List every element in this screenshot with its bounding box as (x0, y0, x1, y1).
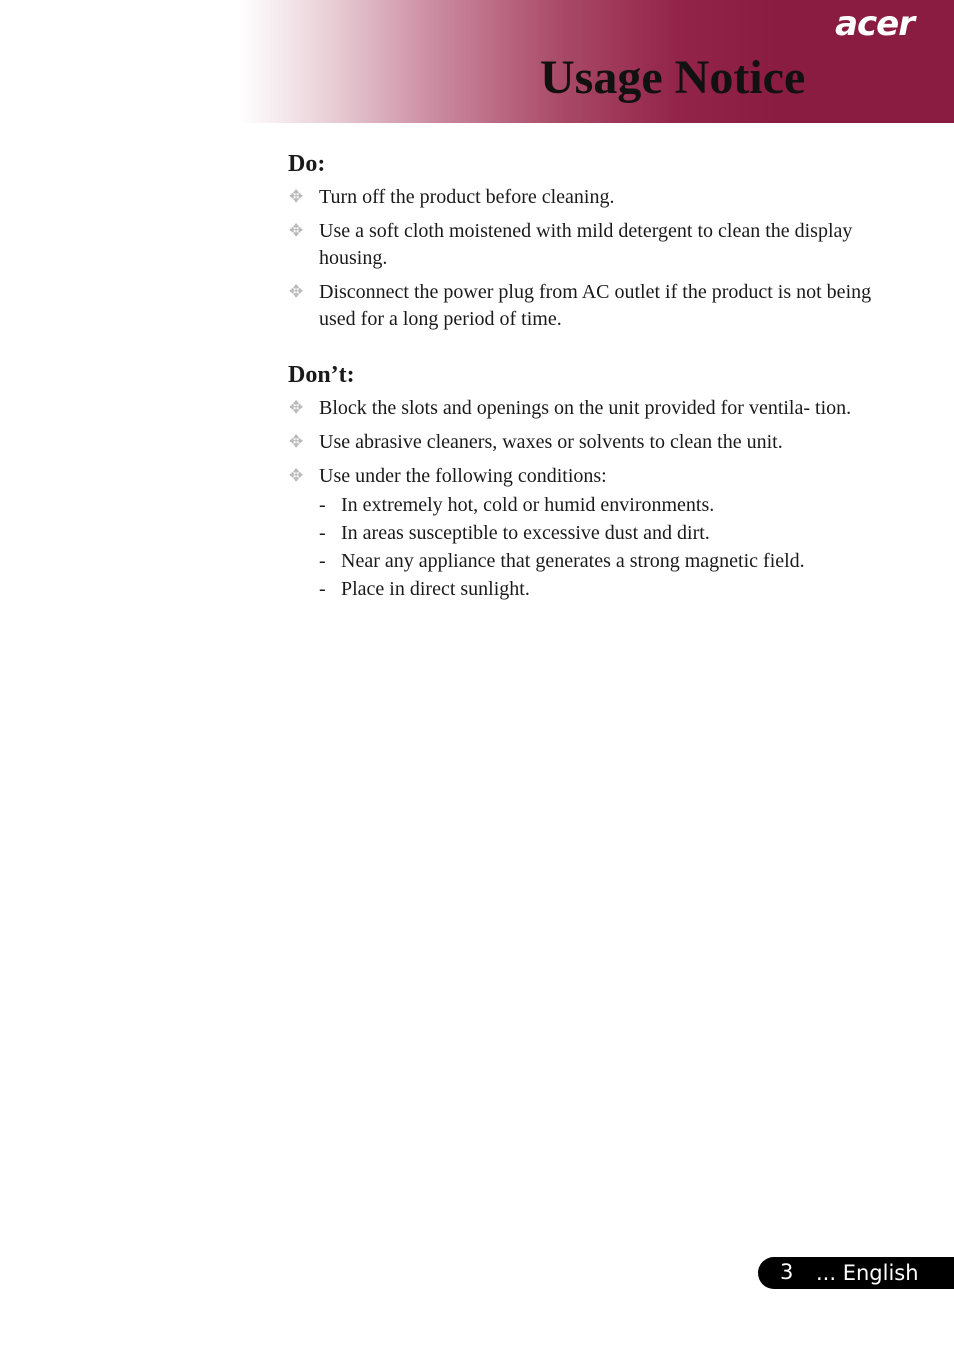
sub-item-text: Near any appliance that generates a strong magnetic field. (341, 550, 805, 572)
do-heading: Do: (288, 151, 326, 177)
sub-item-text: In extremely hot, cold or humid environments. (341, 494, 715, 516)
list-item (288, 184, 908, 211)
dash-marker: - (319, 578, 326, 600)
dont-heading: Don’t: (288, 362, 355, 388)
list-item (288, 463, 908, 603)
content (288, 146, 908, 610)
bullet-icon: ✥ (289, 432, 304, 452)
conditions-list (319, 491, 908, 603)
page-number: 3 (780, 1260, 794, 1284)
list-item (288, 279, 908, 333)
list-item-text: Use a soft cloth moistened with mild detergent to clean the display housing. (319, 220, 853, 269)
page-title: Usage Notice (540, 51, 806, 104)
dash-marker: - (319, 550, 326, 572)
bullet-icon: ✥ (289, 466, 304, 486)
language-label: ... English (816, 1261, 919, 1285)
dont-list (288, 395, 908, 603)
list-item-text: Block the slots and openings on the unit provided for ventila- tion. (319, 397, 852, 419)
sub-list-item (319, 547, 908, 575)
sub-item-text: Place in direct sunlight. (341, 578, 530, 600)
list-item (288, 395, 908, 422)
bullet-icon: ✥ (289, 187, 304, 207)
sub-list-item (319, 519, 908, 547)
list-item-text: Use abrasive cleaners, waxes or solvents to clean the unit. (319, 431, 783, 453)
bullet-icon: ✥ (289, 282, 304, 302)
bullet-icon: ✥ (289, 398, 304, 418)
header-band (0, 0, 954, 123)
bullet-icon: ✥ (289, 221, 304, 241)
sub-list-item (319, 575, 908, 603)
acer-logo: acer (835, 4, 914, 44)
sub-list-item (319, 491, 908, 519)
do-list (288, 184, 908, 333)
list-item (288, 429, 908, 456)
dash-marker: - (319, 494, 326, 516)
list-item (288, 218, 908, 272)
list-item-text: Disconnect the power plug from AC outlet if the product is not being used for a long period of time. (319, 281, 872, 330)
dash-marker: - (319, 522, 326, 544)
sub-item-text: In areas susceptible to excessive dust and dirt. (341, 522, 710, 544)
list-item-text: Turn off the product before cleaning. (319, 186, 615, 208)
footer-tab (758, 1257, 954, 1289)
list-item-text: Use under the following conditions: (319, 465, 607, 487)
